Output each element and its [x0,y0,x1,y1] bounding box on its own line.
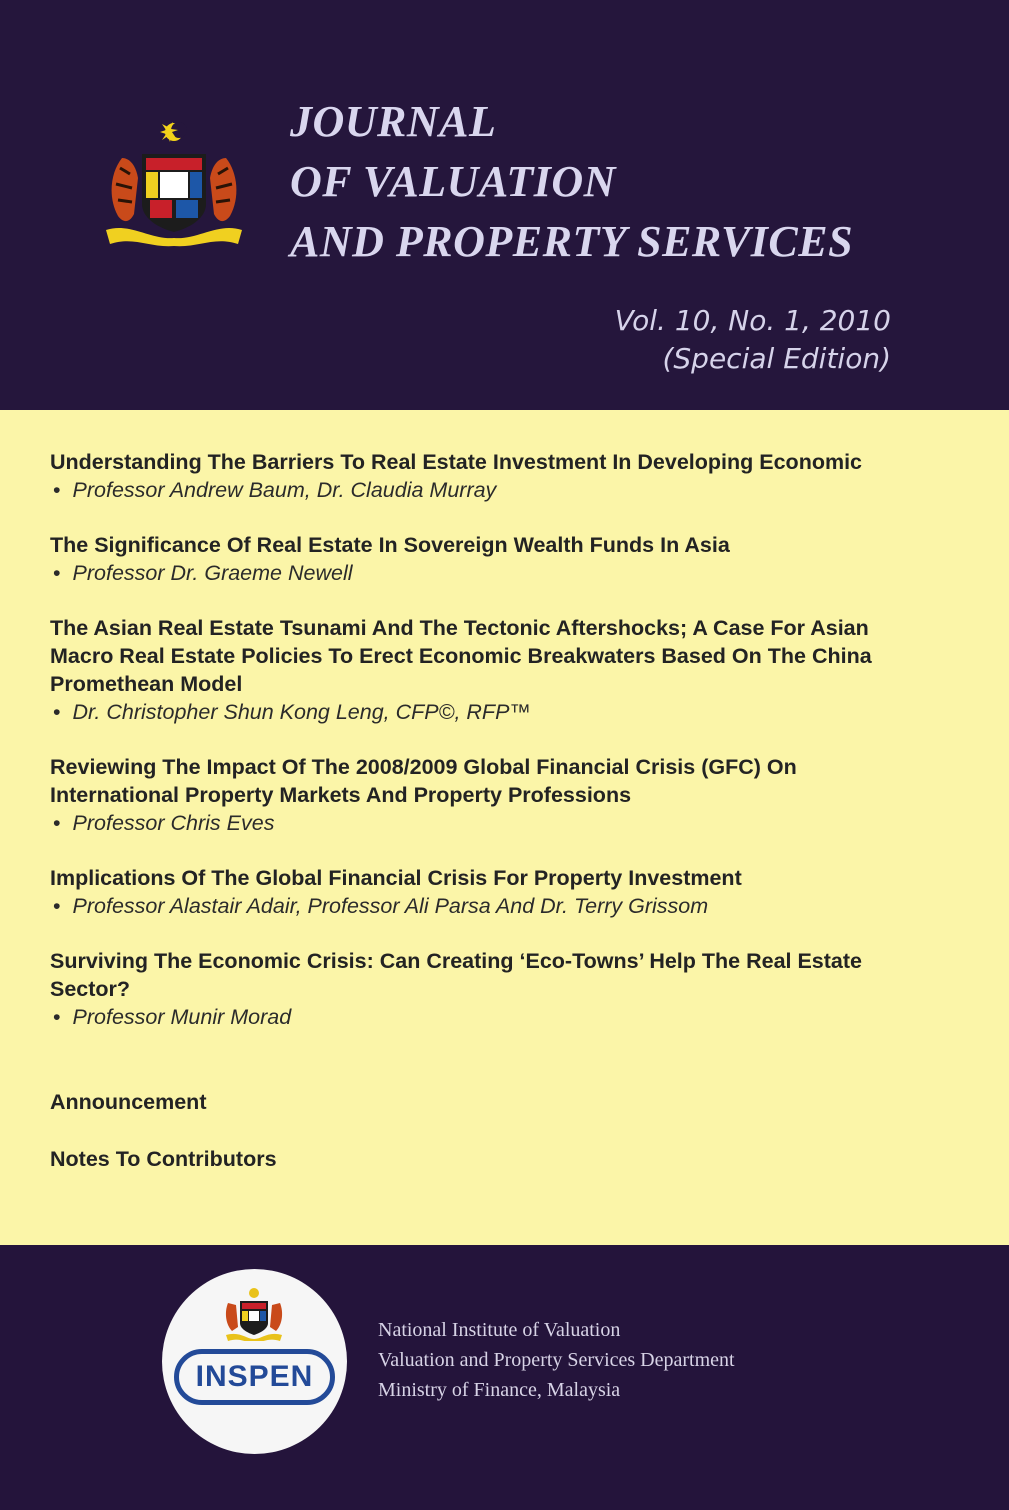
article-title-line: Promethean Model [50,672,243,696]
article-entry [50,531,980,587]
bullet-icon: • [53,811,61,835]
bullet-icon: • [53,561,61,585]
article-entry [50,448,980,504]
bullet-icon: • [53,894,61,918]
coat-of-arms-icon [222,1287,286,1341]
cover-footer [0,1245,1009,1510]
article-authors [50,809,980,837]
inspen-logo-pill [174,1349,335,1405]
journal-title-line: AND PROPERTY SERVICES [290,217,854,266]
journal-title-line: OF VALUATION [290,157,616,206]
article-title-line: The Asian Real Estate Tsunami And The Tectonic Aftershocks; A Case For Asian [50,616,869,640]
article-authors [50,559,980,587]
publisher-line: Ministry of Finance, Malaysia [378,1379,621,1401]
author-names: Dr. Christopher Shun Kong Leng, CFP©, RFP™ [72,700,531,724]
article-authors [50,892,980,920]
publisher-line: Valuation and Property Services Department [378,1349,735,1371]
publisher-info [378,1315,735,1405]
article-authors [50,698,980,726]
article-title [50,753,980,809]
article-entry [50,947,980,1031]
coat-of-arms-emblem [100,118,248,248]
edition-label: (Special Edition) [662,342,891,375]
article-title-line: Sector? [50,977,131,1001]
announcement-section: Announcement [50,1090,207,1114]
article-entry [50,753,980,837]
article-entry [50,864,980,920]
article-title [50,947,980,1003]
article-title [50,531,980,559]
bullet-icon: • [53,1005,61,1029]
table-of-contents [0,410,1009,1245]
article-title-line: The Significance Of Real Estate In Sovereign Wealth Funds In Asia [50,533,730,557]
inspen-logo-text: INSPEN [195,1360,314,1393]
bullet-icon: • [53,700,61,724]
article-authors [50,1003,980,1031]
issue-info [615,302,891,378]
notes-to-contributors-section: Notes To Contributors [50,1147,277,1171]
article-title-line: Implications Of The Global Financial Crisis For Property Investment [50,866,742,890]
article-title [50,864,980,892]
article-title-line: Reviewing The Impact Of The 2008/2009 Global Financial Crisis (GFC) On [50,755,797,779]
article-title-line: Surviving The Economic Crisis: Can Creating ‘Eco-Towns’ Help The Real Estate [50,949,863,973]
volume-number: Vol. 10, No. 1, 2010 [614,304,891,337]
article-list [50,448,980,1058]
inspen-logo [162,1269,347,1454]
author-names: Professor Chris Eves [72,811,275,835]
article-title [50,614,980,698]
author-names: Professor Munir Morad [72,1005,292,1029]
article-title-line: International Property Markets And Property Professions [50,783,632,807]
author-names: Professor Andrew Baum, Dr. Claudia Murray [72,478,497,502]
article-title-line: Understanding The Barriers To Real Estate Investment In Developing Economic [50,450,863,474]
article-title-line: Macro Real Estate Policies To Erect Economic Breakwaters Based On The China [50,644,872,668]
journal-title [290,92,853,272]
journal-title-line: JOURNAL [290,97,497,146]
publisher-line: National Institute of Valuation [378,1319,621,1341]
bullet-icon: • [53,478,61,502]
article-authors [50,476,980,504]
author-names: Professor Alastair Adair, Professor Ali Parsa And Dr. Terry Grissom [72,894,709,918]
cover-header [0,0,1009,410]
article-title [50,448,980,476]
article-entry [50,614,980,726]
author-names: Professor Dr. Graeme Newell [72,561,353,585]
